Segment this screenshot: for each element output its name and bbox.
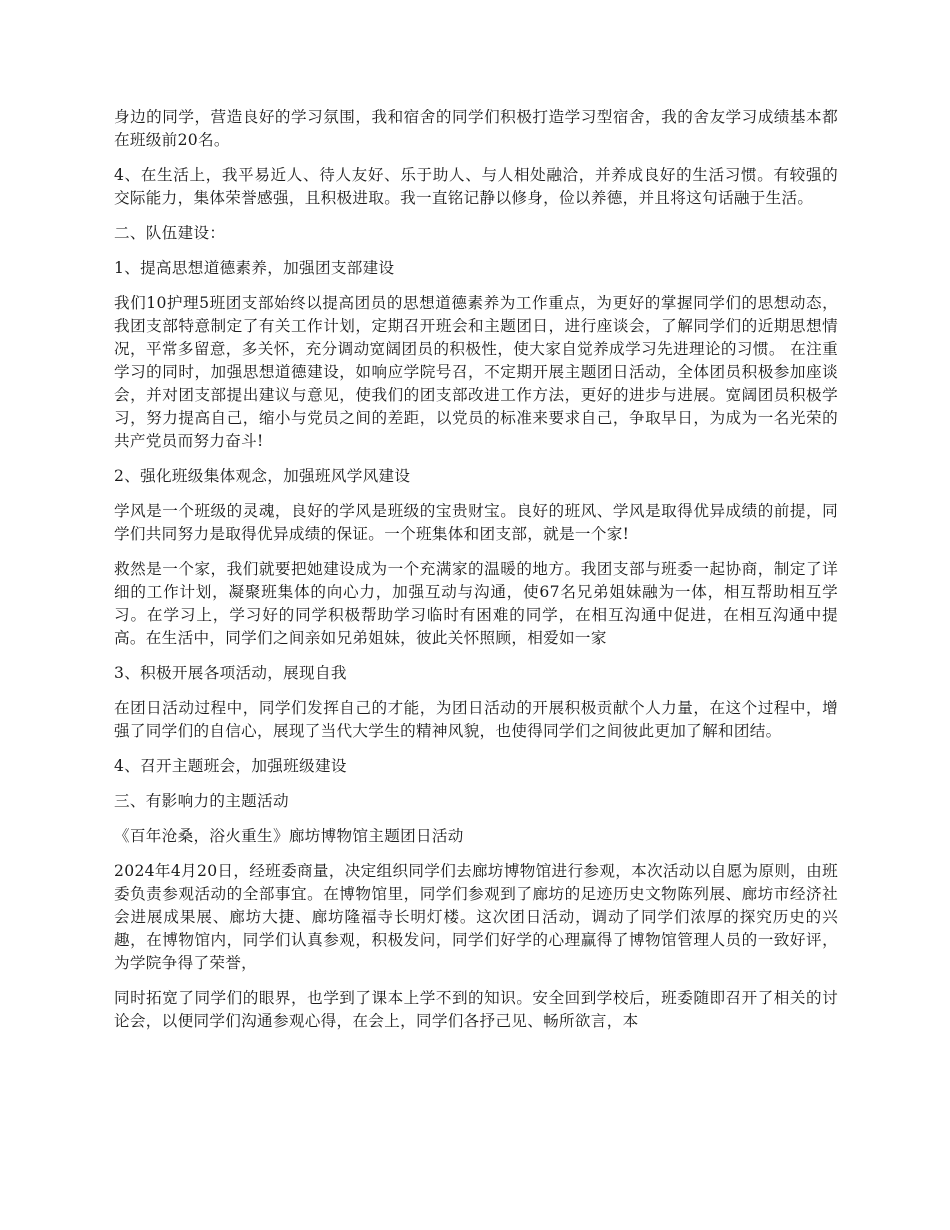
paragraph: 4、在生活上，我平易近人、待人友好、乐于助人、与人相处融洽，并养成良好的生活习惯。有较强的交际能力，集体荣誉感强，且积极进取。我一直铭记静以修身，俭以养德，并且将这句话融于生活。 <box>114 166 838 207</box>
subsection-heading: 4、召开主题班会，加强班级建设 <box>114 757 347 775</box>
paragraph: 在团日活动过程中，同学们发挥自己的才能，为团日活动的开展积极贡献个人力量，在这个过程中，增强了同学们的自信心，展现了当代大学生的精神风貌，也使得同学们之间彼此更加了解和团结。 <box>114 699 838 740</box>
paragraph: 身边的同学，营造良好的学习氛围，我和宿舍的同学们积极打造学习型宿舍，我的舍友学习成绩基本都在班级前20名。 <box>114 108 838 149</box>
subsection-heading: 1、提高思想道德素养，加强团支部建设 <box>114 259 395 277</box>
subsection-heading: 2、强化班级集体观念，加强班风学风建设 <box>114 467 411 485</box>
section-heading: 三、有影响力的主题活动 <box>114 792 289 810</box>
paragraph: 救然是一个家，我们就要把她建设成为一个充满家的温暖的地方。我团支部与班委一起协商，制定了详细的工作计划，凝聚班集体的向心力，加强互动与沟通，使67名兄弟姐妹融为一体，相互帮助相互学习。在学习上，学习好的同学积极帮助学习临时有困难的同学，在相互沟通中促进，在相互沟通中提高。在生活中，同学们之间亲如兄弟姐妹，彼此关怀照顾，相爱如一家 <box>114 560 838 647</box>
section-heading: 二、队伍建设： <box>114 224 226 242</box>
paragraph: 我们10护理5班团支部始终以提高团员的思想道德素养为工作重点，为更好的掌握同学们的思想动态，我团支部特意制定了有关工作计划，定期召开班会和主题团日，进行座谈会，了解同学们的近期思想情况，平常多留意，多关怀，充分调动宽阔团员的积极性，使大家自觉养成学习先进理论的习惯。 在注重学习的同时，加强思想道德建设，如响应学院号召，不定期开展主题团日活动，全体团员积极参加座谈会，并对团支部提出建议与意见，使我们的团支部改进工作方法，更好的进步与进展。宽阔团员积极学习，努力提高自己，缩小与党员之间的差距，以党员的标准来要求自己，争取早日，为成为一名光荣的共产党员而努力奋斗! <box>114 294 838 450</box>
subsection-heading: 3、积极开展各项活动，展现自我 <box>114 664 347 682</box>
paragraph: 学风是一个班级的灵魂，良好的学风是班级的宝贵财宝。良好的班风、学风是取得优异成绩的前提，同学们共同努力是取得优异成绩的保证。一个班集体和团支部，就是一个家! <box>114 502 838 543</box>
paragraph: 同时拓宽了同学们的眼界，也学到了课本上学不到的知识。安全回到学校后，班委随即召开了相关的讨论会，以便同学们沟通参观心得，在会上，同学们各抒己见、畅所欲言，本 <box>114 989 838 1030</box>
paragraph: 2024年4月20日，经班委商量，决定组织同学们去廊坊博物馆进行参观，本次活动以自愿为原则，由班委负责参观活动的全部事宜。在博物馆里，同学们参观到了廊坊的足迹历史文物陈列展、廊坊市经济社会进展成果展、廊坊大捷、廊坊隆福寺长明灯楼。这次团日活动，调动了同学们浓厚的探究历史的兴趣，在博物馆内，同学们认真参观，积极发问，同学们好学的心理赢得了博物馆管理人员的一致好评，为学院争得了荣誉， <box>114 862 838 972</box>
document-body <box>114 106 838 1045</box>
activity-title: 《百年沧桑，浴火重生》廊坊博物馆主题团日活动 <box>114 827 464 845</box>
